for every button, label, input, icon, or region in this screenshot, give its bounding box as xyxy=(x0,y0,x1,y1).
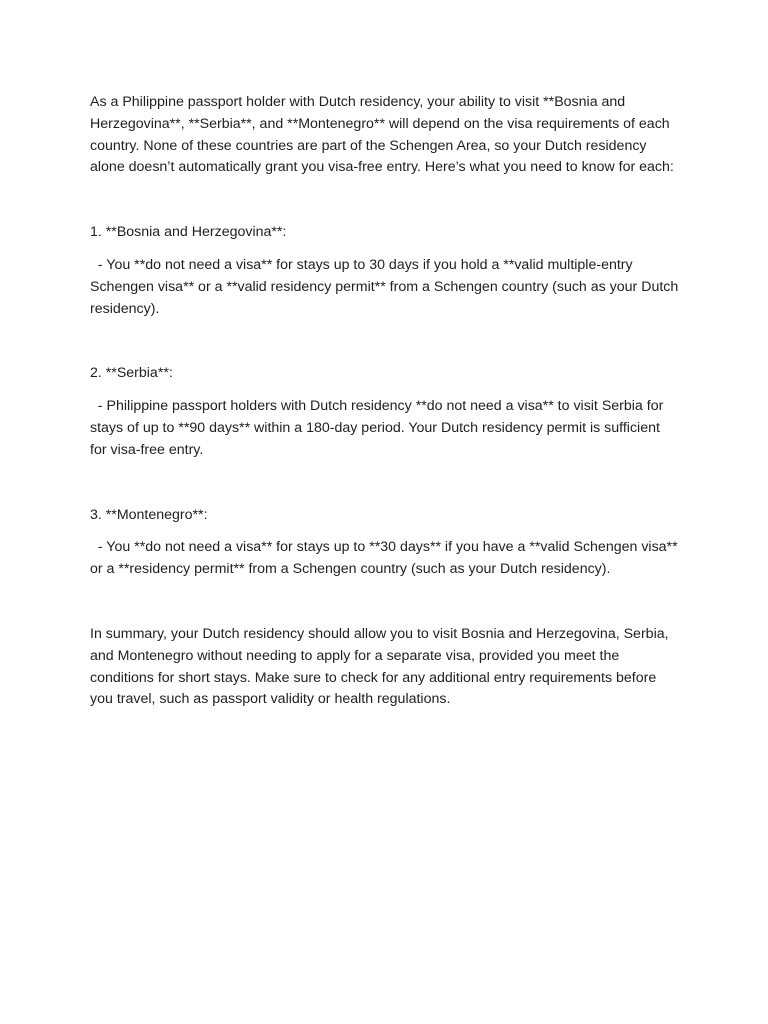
section-detail-bosnia xyxy=(90,255,680,320)
section-heading-serbia: 2. **Serbia**: xyxy=(90,365,173,382)
section-heading-montenegro: 3. **Montenegro**: xyxy=(90,506,208,523)
section-detail-bosnia-text: - You **do not need a visa** for stays up to 30 days if you hold a **valid multiple-entry Schengen visa** or a **valid residency permit** from a Schengen country (such as your Dutch residency). xyxy=(90,256,679,317)
summary-paragraph: In summary, your Dutch residency should allow you to visit Bosnia and Herzegovina, Serbia, and Montenegro without needing to apply for a separate visa, provided you meet the conditions for short stays. Make sure to check for any additional entry requirements before you travel, such as passport validity or health regulations. xyxy=(90,625,669,708)
section-detail-serbia-text: - Philippine passport holders with Dutch residency **do not need a visa** to visit Serbia for stays of up to **90 days** within a 180-day period. Your Dutch residency permit is sufficient for visa-free entry. xyxy=(90,398,664,458)
document-body xyxy=(90,92,680,711)
section-heading-bosnia: 1. **Bosnia and Herzegovina**: xyxy=(90,224,287,241)
intro-paragraph: As a Philippine passport holder with Dutch residency, your ability to visit **Bosnia and Herzegovina**, **Serbia**, and **Montenegro** will depend on the visa requirements of each country. None of these countries are part of the Schengen Area, so your Dutch residency alone doesn’t automatically grant you visa-free entry. Here’s what you need to know for each: xyxy=(90,94,674,176)
section-detail-montenegro xyxy=(90,537,680,581)
section-detail-serbia xyxy=(90,396,680,461)
section-detail-montenegro-text: - You **do not need a visa** for stays up to **30 days** if you have a **valid Schengen visa** or a **residency permit** from a Schengen country (such as your Dutch residency). xyxy=(90,539,678,578)
